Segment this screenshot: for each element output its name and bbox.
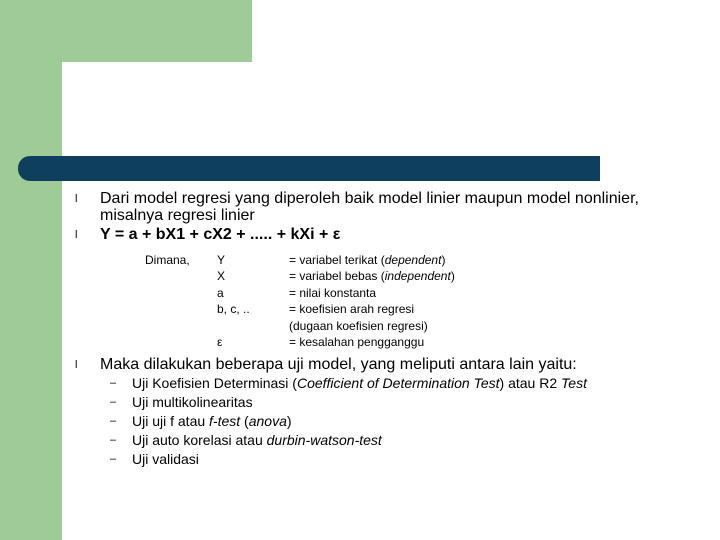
meaning: = koefisien arah regresi (289, 302, 415, 317)
sub-list (110, 376, 670, 471)
bullet-icon: l (75, 229, 78, 241)
bullet-item (75, 190, 695, 224)
sub-item: – Uji multikolinearitas (110, 394, 253, 410)
sub-item: – Uji validasi (110, 451, 199, 467)
frame-corner (62, 62, 102, 102)
dash-icon: – (110, 377, 117, 389)
symbol: Y (217, 253, 226, 267)
symbol: b, c, .. (217, 302, 250, 317)
dash-icon: – (110, 434, 117, 446)
sub-item: – Uji auto korelasi atau durbin-watson-test (110, 432, 382, 448)
bullet-item (75, 356, 720, 373)
definitions-meanings (289, 252, 455, 350)
symbol (217, 318, 250, 334)
meaning: = kesalahan pengganggu (289, 335, 425, 350)
symbol: ε (217, 335, 223, 350)
bullet-text: Dari model regresi yang diperoleh baik model linier maupun model nonlinier, misalnya regresi linier (100, 190, 639, 224)
meaning: = nilai konstanta (289, 285, 377, 300)
meaning: (dugaan koefisien regresi) (289, 318, 428, 333)
meaning: = variabel bebas (independent) (289, 269, 455, 284)
equation-text: Y = a + bX1 + cX2 + ..... + kXi + ε (100, 226, 341, 243)
title-bar (18, 156, 600, 181)
sub-item: – Uji uji f atau f-test (anova) (110, 413, 292, 429)
green-frame-left (0, 0, 62, 540)
bullet-icon: l (75, 193, 78, 205)
symbol: a (217, 285, 224, 300)
dash-icon: – (110, 396, 117, 408)
bullet-text: Maka dilakukan beberapa uji model, yang meliputi antara lain yaitu: (100, 356, 577, 373)
symbol: X (217, 269, 226, 284)
meaning: = variabel terikat (dependent) (289, 253, 446, 267)
dash-icon: – (110, 453, 117, 465)
dash-icon: – (110, 415, 117, 427)
definitions-label: Dimana, (145, 253, 190, 267)
sub-item: – Uji Koefisien Determinasi (Coefficient of Determination Test) atau R2 Test (110, 375, 587, 391)
bullet-icon: l (75, 359, 78, 371)
definitions-symbols (217, 252, 250, 350)
bullet-list (75, 190, 695, 245)
bullet-item (75, 226, 695, 243)
